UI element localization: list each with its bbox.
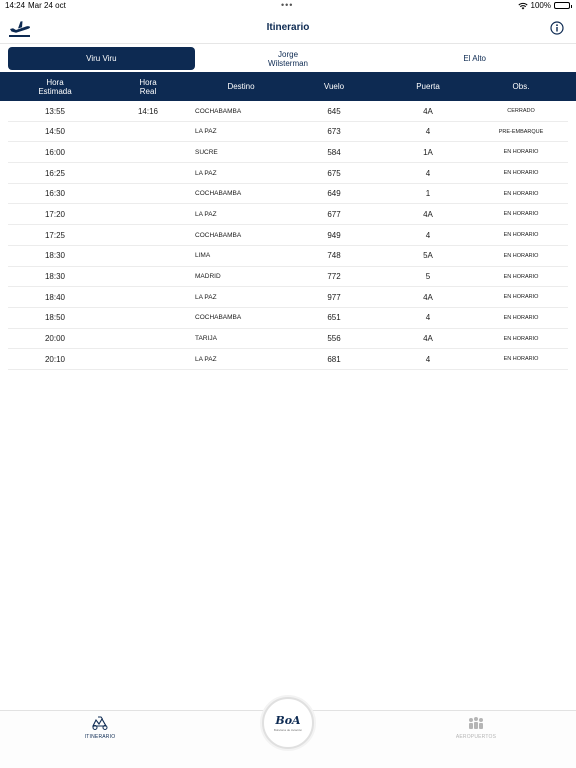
cell-real xyxy=(113,329,183,349)
cell-destino: SUCRE xyxy=(195,148,218,156)
cell-destino: COCHABAMBA xyxy=(195,314,242,322)
cell-vuelo: 977 xyxy=(327,292,341,302)
cell-vuelo: 673 xyxy=(327,127,341,137)
cell-hora: 14:50 xyxy=(44,127,66,137)
table-row[interactable] xyxy=(8,329,568,350)
cell-obs: PRE-EMBARQUE xyxy=(498,128,544,135)
cell-puerta: 4 xyxy=(425,354,431,364)
table-row[interactable] xyxy=(8,225,568,246)
cell-obs: EN HORARIO xyxy=(503,232,539,239)
cell-destino: COCHABAMBA xyxy=(195,231,242,239)
wifi-icon xyxy=(518,2,528,10)
cell-vuelo: 772 xyxy=(327,272,341,281)
cell-vuelo: 584 xyxy=(327,147,341,157)
cell-obs: EN HORARIO xyxy=(503,170,539,177)
cell-puerta: 4 xyxy=(425,313,431,323)
cell-hora: 17:25 xyxy=(44,230,66,240)
cell-vuelo: 675 xyxy=(327,168,341,178)
status-bar xyxy=(0,0,576,12)
col-hora-real: Hora Real xyxy=(139,77,157,96)
tab-bar xyxy=(0,710,576,768)
battery-percent: 100% xyxy=(530,1,551,10)
info-icon[interactable] xyxy=(550,21,564,35)
cell-real xyxy=(113,142,183,162)
table-row[interactable] xyxy=(8,184,568,205)
status-right xyxy=(518,1,570,10)
cell-real xyxy=(113,267,183,287)
cell-destino: LA PAZ xyxy=(195,355,217,363)
boa-logo-subtitle: Boliviana de Aviación xyxy=(273,728,303,732)
cell-real: 14:16 xyxy=(137,106,159,116)
tab-aeropuertos[interactable] xyxy=(452,715,500,740)
cell-real xyxy=(113,349,183,369)
cell-obs: EN HORARIO xyxy=(503,273,539,280)
cell-real xyxy=(113,287,183,307)
cell-vuelo: 649 xyxy=(327,189,341,199)
cell-hora: 18:30 xyxy=(44,272,66,281)
plane-itinerary-icon xyxy=(90,715,110,731)
cell-hora: 17:20 xyxy=(44,209,66,219)
tab-aeropuertos-label: AEROPUERTOS xyxy=(455,734,497,740)
tab-itinerario-label: ITINERARIO xyxy=(84,734,116,740)
cell-destino: LA PAZ xyxy=(195,128,217,136)
cell-vuelo: 677 xyxy=(327,209,341,219)
cell-real xyxy=(113,204,183,224)
cell-real xyxy=(113,308,183,328)
cell-destino: COCHABAMBA xyxy=(195,107,242,115)
cell-obs: EN HORARIO xyxy=(503,356,539,363)
cell-real xyxy=(113,122,183,142)
segment-el-alto[interactable]: El Alto xyxy=(463,54,487,63)
cell-vuelo: 645 xyxy=(327,106,341,116)
cell-obs: EN HORARIO xyxy=(503,335,539,342)
cell-puerta: 4A xyxy=(423,334,433,344)
col-vuelo: Vuelo xyxy=(323,82,345,91)
cell-obs: CERRADO xyxy=(507,108,535,114)
nav-bar xyxy=(0,12,576,44)
cell-destino: COCHABAMBA xyxy=(195,190,242,198)
cell-destino: TARIJA xyxy=(195,335,217,343)
table-row[interactable] xyxy=(8,204,568,225)
cell-obs: EN HORARIO xyxy=(503,252,539,259)
status-time: 14:24 xyxy=(5,1,26,10)
cell-puerta: 4A xyxy=(423,292,433,302)
cell-puerta: 4 xyxy=(425,127,431,137)
cell-obs: EN HORARIO xyxy=(503,294,539,301)
cell-vuelo: 556 xyxy=(327,334,341,344)
table-row[interactable] xyxy=(8,163,568,184)
table-row[interactable] xyxy=(8,122,568,143)
table-row[interactable] xyxy=(8,287,568,308)
cell-destino: LA PAZ xyxy=(195,210,217,218)
cell-hora: 16:25 xyxy=(44,168,66,178)
table-row[interactable] xyxy=(8,308,568,329)
segment-jorge-wilsterman[interactable]: Jorge Wilsterman xyxy=(268,49,309,68)
table-row[interactable] xyxy=(8,101,568,122)
col-destino: Destino xyxy=(227,82,255,91)
col-puerta: Puerta xyxy=(416,82,440,91)
cell-hora: 18:40 xyxy=(44,292,66,302)
page-title: Itinerario xyxy=(266,22,310,33)
cell-real xyxy=(113,225,183,245)
cell-obs: EN HORARIO xyxy=(503,314,539,321)
cell-hora: 13:55 xyxy=(44,106,66,116)
cell-puerta: 1 xyxy=(425,189,431,199)
cell-vuelo: 949 xyxy=(327,230,341,240)
cell-obs: EN HORARIO xyxy=(503,149,539,156)
col-hora-estimada: Hora Estimada xyxy=(38,77,72,96)
flight-list xyxy=(0,101,576,370)
cell-hora: 16:00 xyxy=(44,147,66,157)
cell-vuelo: 651 xyxy=(327,313,341,323)
cell-destino: LA PAZ xyxy=(195,169,217,177)
cell-destino: LA PAZ xyxy=(195,293,217,301)
multitasking-dots[interactable]: ••• xyxy=(281,0,294,10)
col-obs: Obs. xyxy=(512,82,530,91)
cell-real xyxy=(113,184,183,204)
cell-puerta: 1A xyxy=(423,147,433,157)
cell-puerta: 4 xyxy=(425,230,431,240)
cell-puerta: 4A xyxy=(423,106,433,116)
cell-hora: 16:30 xyxy=(44,189,66,199)
status-date: Mar 24 oct xyxy=(28,1,66,10)
cell-hora: 20:10 xyxy=(44,354,66,364)
cell-puerta: 4A xyxy=(423,209,433,219)
cell-obs: EN HORARIO xyxy=(503,190,539,197)
cell-real xyxy=(113,163,183,183)
cell-hora: 20:00 xyxy=(44,334,66,344)
cell-puerta: 4 xyxy=(425,168,431,178)
boa-logo-icon: BoA xyxy=(275,714,301,727)
table-row[interactable] xyxy=(8,142,568,163)
cell-obs: EN HORARIO xyxy=(503,211,539,218)
segment-viru-viru[interactable]: Viru Viru xyxy=(8,47,195,70)
battery-icon xyxy=(554,2,570,9)
cell-destino: LIMA xyxy=(195,252,211,260)
cell-hora: 18:30 xyxy=(44,251,66,261)
cell-hora: 18:50 xyxy=(44,313,66,323)
cell-puerta: 5A xyxy=(423,251,433,261)
cell-vuelo: 748 xyxy=(327,251,341,261)
cell-puerta: 5 xyxy=(425,272,431,281)
cell-destino: MADRID xyxy=(195,273,221,280)
table-row[interactable] xyxy=(8,349,568,370)
tab-itinerario[interactable] xyxy=(78,715,122,740)
cell-vuelo: 681 xyxy=(327,354,341,364)
airport-segmented-control xyxy=(8,47,568,70)
cell-real xyxy=(113,246,183,266)
boa-logo-button[interactable] xyxy=(262,697,314,749)
table-header xyxy=(0,72,576,101)
table-row[interactable] xyxy=(8,267,568,288)
table-row[interactable] xyxy=(8,246,568,267)
airport-people-icon xyxy=(466,715,486,731)
